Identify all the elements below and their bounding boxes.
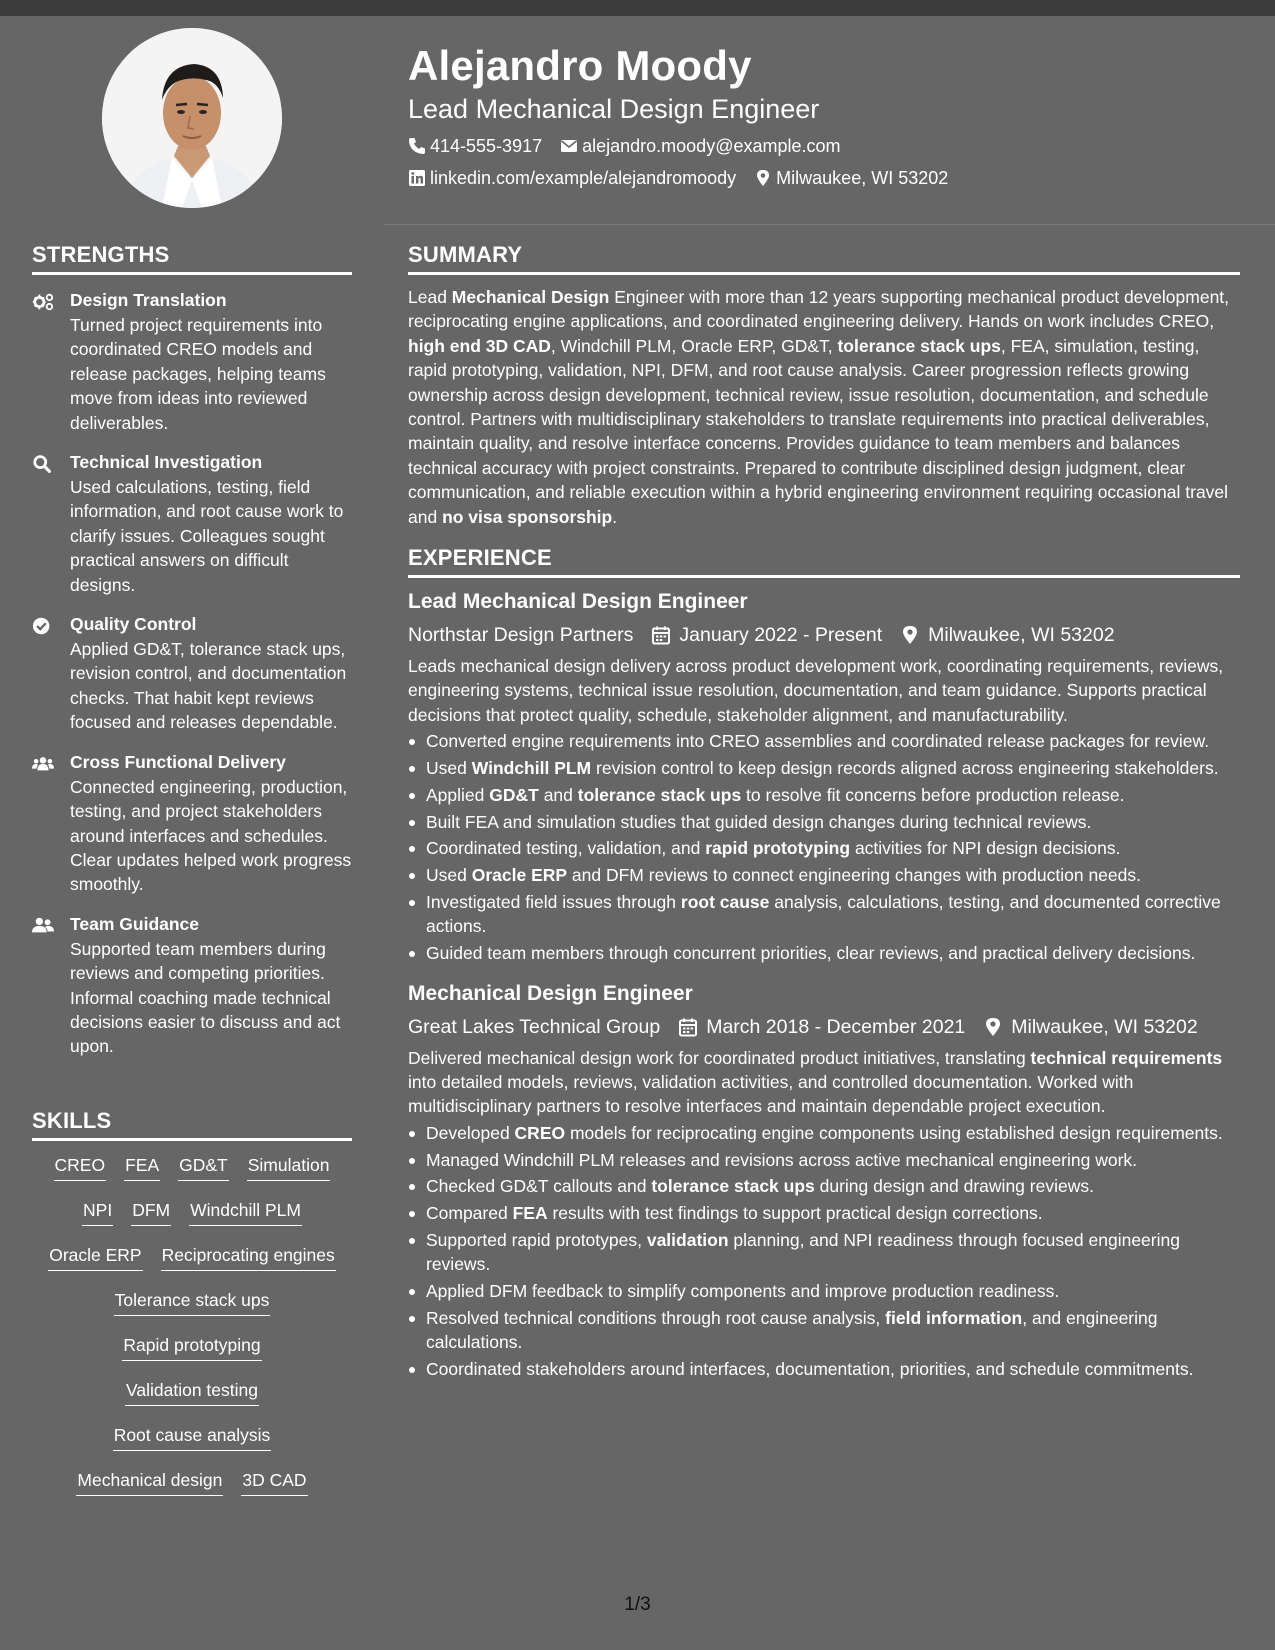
contact-location [754, 166, 948, 190]
top-bar [0, 0, 1275, 16]
strengths-heading: STRENGTHS [32, 242, 352, 275]
skill-tag: Reciprocating engines [161, 1243, 336, 1271]
text-run: Delivered mechanical design work for coordinated product initiatives, translating [408, 1047, 1031, 1068]
bullet-item [408, 1201, 1240, 1225]
skill-tag: Oracle ERP [48, 1243, 142, 1271]
text-run: into detailed models, reviews, validation activities, and controlled documentation. Worked with multidisciplinary partners to resolve interfaces and maintain dependable project execution. [408, 1072, 1134, 1117]
text-run: Coordinated testing, validation, and [426, 838, 706, 859]
emphasis-text: Mechanical Design [451, 287, 610, 307]
text-run: and DFM reviews to connect engineering changes with production needs. [567, 865, 1141, 886]
strength-item [32, 451, 352, 597]
map-marker-icon [754, 169, 772, 187]
job-bullets [408, 729, 1240, 965]
emphasis-text: no visa sponsorship [442, 506, 613, 527]
strength-title: Design Translation [70, 290, 227, 310]
skill-tag: FEA [124, 1153, 160, 1181]
job-description [408, 1046, 1240, 1119]
date-range: March 2018 - December 2021 [706, 1015, 966, 1038]
bullet-item [408, 783, 1240, 807]
profile-photo [102, 28, 282, 208]
resume-header [408, 40, 1248, 190]
text-run: and [538, 784, 578, 805]
bullet-item [408, 1357, 1240, 1381]
emphasis-text: CREO [514, 1122, 566, 1143]
emphasis-text: rapid prototyping [705, 838, 851, 859]
text-run: Managed Windchill PLM releases and revisions across active mechanical engineering work. [426, 1149, 1138, 1170]
experience-section [408, 545, 1240, 1382]
location-text: Milwaukee, WI 53202 [928, 624, 1115, 647]
candidate-name: Alejandro Moody [408, 42, 752, 89]
skill-row [32, 1378, 352, 1423]
job-location [900, 622, 1114, 648]
strengths-list [32, 289, 352, 1059]
strength-title: Cross Functional Delivery [70, 751, 286, 772]
bullet-item [408, 863, 1240, 887]
skills-heading: SKILLS [32, 1108, 352, 1141]
strength-description: Applied GD&T, tolerance stack ups, revision control, and documentation checks. That habit kept reviews focused and releases dependable. [70, 639, 347, 733]
text-run: results with test findings to support practical design corrections. [547, 1203, 1043, 1224]
bullet-item [408, 941, 1240, 965]
emphasis-text: tolerance stack ups [837, 335, 1001, 356]
skill-tag: GD&T [178, 1153, 229, 1181]
company-name: Great Lakes Technical Group [408, 1015, 661, 1038]
bullet-item [408, 1306, 1240, 1355]
skill-tag: CREO [54, 1153, 107, 1181]
text-run: Converted engine requirements into CREO assemblies and coordinated release packages for review. [426, 731, 1210, 752]
job-description [408, 654, 1240, 727]
text-run: Checked GD&T callouts and [426, 1176, 652, 1197]
job-location [983, 1014, 1197, 1040]
strength-title: Quality Control [70, 614, 197, 635]
text-run: during design and drawing reviews. [814, 1176, 1094, 1197]
text-run: analysis, calculations, testing, and documented corrective actions. [426, 892, 1221, 937]
text-run: , Windchill PLM, Oracle ERP, GD&T, [550, 335, 838, 356]
contact-email [560, 134, 840, 158]
strengths-section [32, 242, 352, 1075]
strength-description: Supported team members during reviews and competing priorities. Informal coaching made technical decisions easier to discuss and act upon. [70, 938, 341, 1057]
calendar-icon [651, 625, 671, 645]
skill-tag: DFM [131, 1198, 171, 1226]
map-marker-icon [900, 625, 920, 645]
strength-title: Technical Investigation [70, 452, 263, 473]
text-run: Built FEA and simulation studies that guided design changes during technical reviews. [426, 811, 1092, 832]
skill-row [32, 1153, 352, 1198]
skill-tag: Tolerance stack ups [114, 1288, 271, 1316]
phone-icon [408, 137, 426, 155]
strength-item [32, 751, 352, 897]
bullet-item [408, 1121, 1240, 1145]
strength-description: Used calculations, testing, field information, and root cause work to clarify issues. Colleagues sought practical answers on difficult designs. [70, 477, 344, 595]
bullet-item [408, 756, 1240, 780]
emphasis-text: validation [646, 1230, 729, 1251]
bullet-item [408, 890, 1240, 939]
emphasis-text: technical requirements [1030, 1047, 1223, 1068]
experience-heading: EXPERIENCE [408, 545, 1240, 578]
contact-linkedin [408, 166, 736, 190]
company-name: Northstar Design Partners [408, 624, 634, 647]
summary-text [408, 285, 1240, 529]
strength-title: Team Guidance [70, 913, 200, 934]
user-friends-icon [32, 916, 56, 936]
text-run: Investigated field issues through [426, 892, 681, 913]
text-run: . [612, 506, 618, 527]
check-circle-icon [32, 616, 56, 636]
strength-description: Turned project requirements into coordinated CREO models and release packages, helping teams move from ideas into reviewed deliverables. [70, 315, 326, 433]
linkedin-link[interactable]: linkedin.com/example/alejandromoody [430, 168, 737, 188]
text-run: Applied DFM feedback to simplify components and improve production readiness. [426, 1281, 1060, 1302]
linkedin-icon [408, 169, 426, 187]
main-column [408, 242, 1240, 1384]
skill-tag: Root cause analysis [113, 1423, 272, 1451]
skill-tag: Mechanical design [76, 1468, 223, 1496]
job-entry [408, 980, 1240, 1382]
summary-heading: SUMMARY [408, 242, 1240, 275]
text-run: Developed [426, 1122, 515, 1143]
location-text: Milwaukee, WI 53202 [776, 168, 949, 188]
emphasis-text: high end 3D CAD [408, 335, 551, 356]
skill-row [32, 1468, 352, 1513]
location-text: Milwaukee, WI 53202 [1011, 1015, 1198, 1038]
portrait-image [102, 28, 282, 208]
strength-description: Connected engineering, production, testing, and project stakeholders around interfaces and schedules. Clear updates helped work progress smoothly. [70, 776, 352, 895]
text-run: Engineer with more than 12 years supporting mechanical product development, reciprocating engine applications, and coordinated engineering delivery. Hands on work includes CREO, [408, 287, 1230, 332]
emphasis-text: tolerance stack ups [577, 784, 742, 805]
contact-row [408, 166, 1248, 190]
skills-section [32, 1108, 352, 1513]
job-company [408, 1014, 660, 1040]
bullet-item [408, 1148, 1240, 1172]
text-run: revision control to keep design records aligned across engineering stakeholders. [591, 758, 1219, 779]
candidate-role: Lead Mechanical Design Engineer [408, 94, 820, 124]
skill-tag: 3D CAD [241, 1468, 307, 1496]
text-run: Used [426, 758, 472, 779]
skills-list [32, 1153, 352, 1513]
text-run: Applied [426, 784, 490, 805]
envelope-icon [560, 137, 578, 155]
job-title: Lead Mechanical Design Engineer [408, 590, 748, 614]
job-title: Mechanical Design Engineer [408, 981, 693, 1005]
text-run: Used [426, 865, 472, 886]
bullet-item [408, 1174, 1240, 1198]
skill-row [32, 1243, 352, 1288]
bullet-item [408, 836, 1240, 860]
header-divider [383, 224, 1275, 225]
emphasis-text: field information [885, 1308, 1023, 1329]
job-dates [651, 622, 882, 648]
skill-tag: Validation testing [125, 1378, 259, 1406]
skill-row [32, 1288, 352, 1333]
text-run: models for reciprocating engine components using established design requirements. [565, 1122, 1223, 1143]
emphasis-text: FEA [512, 1203, 548, 1224]
skill-row [32, 1198, 352, 1243]
skill-tag: Rapid prototyping [122, 1333, 261, 1361]
job-meta [408, 1014, 1240, 1040]
bullet-item [408, 729, 1240, 753]
email-link[interactable]: alejandro.moody@example.com [582, 136, 841, 156]
strength-item [32, 913, 352, 1059]
users-icon [32, 754, 56, 774]
contact-phone [408, 134, 542, 158]
page-number: 1/3 [624, 1594, 651, 1615]
text-run: Lead [408, 287, 452, 307]
text-run: activities for NPI design decisions. [850, 838, 1121, 859]
job-dates [678, 1014, 965, 1040]
job-bullets [408, 1121, 1240, 1382]
skill-row [32, 1333, 352, 1378]
skill-tag: Windchill PLM [189, 1198, 302, 1226]
bullet-item [408, 1228, 1240, 1277]
date-range: January 2022 - Present [679, 624, 883, 647]
skill-tag: Simulation [247, 1153, 331, 1181]
contact-row [408, 134, 1248, 158]
skill-row [32, 1423, 352, 1468]
text-run: , and engineering calculations. [426, 1308, 1158, 1353]
text-run: , FEA, simulation, testing, rapid prototyping, validation, NPI, DFM, and root cause analysis. Career progression reflects growing ownership across design development, technical review, issue resolution, documentation, and schedule control. Partners with multidisciplinary stakeholders to translate requirements into practical deliverables, maintain quality, and resolve interface concerns. Provides guidance to team members and balances technical accuracy with project constraints. Prepared to contribute disciplined design judgment, clear communication, and reliable execution within a hybrid engineering environment requiring occasional travel and [408, 335, 1229, 527]
search-icon [32, 454, 56, 474]
bullet-item [408, 1279, 1240, 1303]
text-run: Coordinated stakeholders around interfaces, documentation, priorities, and schedule commitments. [426, 1359, 1194, 1380]
skill-tag: NPI [82, 1198, 113, 1226]
job-meta [408, 622, 1240, 648]
text-run: Compared [426, 1203, 513, 1224]
bullet-item [408, 810, 1240, 834]
emphasis-text: GD&T [489, 784, 539, 805]
text-run: Supported rapid prototypes, [426, 1230, 647, 1251]
strength-item [32, 289, 352, 435]
text-run: Leads mechanical design delivery across product development work, coordinating requirements, reviews, engineering systems, technical issue resolution, documentation, and team guidance. Supports practical decisions that protect quality, schedule, stakeholder alignment, and manufacturability. [408, 656, 1224, 725]
emphasis-text: Oracle ERP [471, 865, 568, 886]
phone-number[interactable]: 414-555-3917 [430, 136, 543, 156]
text-run: planning, and NPI readiness through focused engineering reviews. [426, 1230, 1180, 1275]
gears-icon [32, 292, 56, 312]
job-entry [408, 588, 1240, 966]
text-run: Guided team members through concurrent priorities, clear reviews, and practical delivery decisions. [426, 943, 1196, 964]
job-company [408, 622, 633, 648]
calendar-icon [678, 1017, 698, 1037]
map-marker-icon [983, 1017, 1003, 1037]
emphasis-text: tolerance stack ups [651, 1176, 815, 1197]
strength-item [32, 613, 352, 735]
text-run: to resolve fit concerns before production release. [741, 784, 1125, 805]
emphasis-text: root cause [680, 892, 770, 913]
emphasis-text: Windchill PLM [471, 758, 592, 779]
text-run: Resolved technical conditions through root cause analysis, [426, 1308, 886, 1329]
